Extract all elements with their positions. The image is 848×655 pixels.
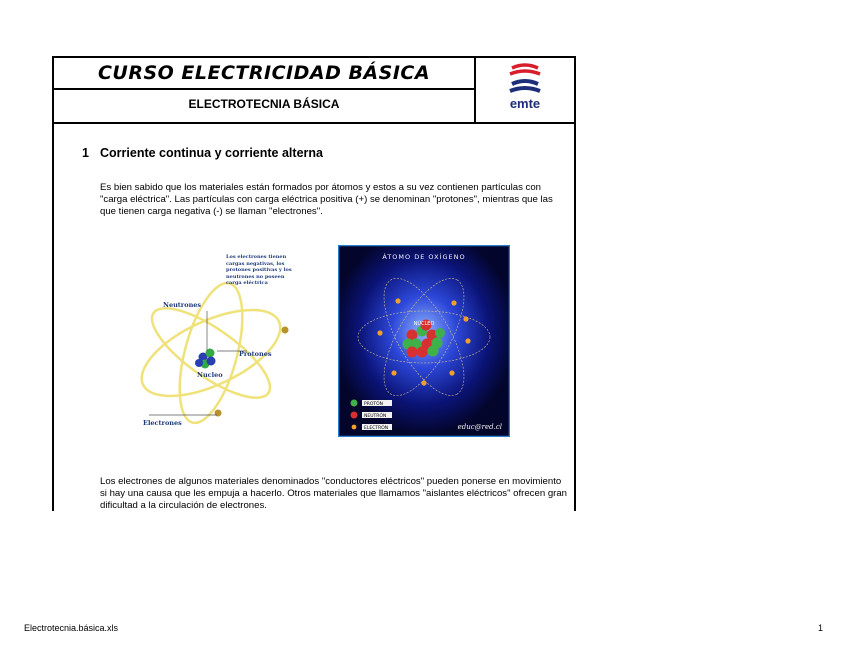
section-number: 1 — [82, 146, 89, 160]
section-title: Corriente continua y corriente alterna — [100, 146, 323, 160]
legend-electron: ELECTRÓN — [364, 426, 389, 431]
electron-dot — [215, 410, 222, 417]
intro-paragraph: Es bien sabido que los materiales están formados por átomos y estos a su vez contienen partículas con "carga eléctrica". Las partículas con carga eléctrica positiva (+) se denominan "protones", mientras que las que tienen carga negativa (-) se llaman "electrones". — [100, 182, 553, 217]
header-table — [54, 58, 574, 124]
title-cell — [54, 58, 476, 122]
nucleus-tag: NÚCLEO — [413, 321, 435, 327]
legend-neutron: NEUTRÓN — [364, 414, 387, 419]
section-heading — [82, 146, 323, 160]
document-sheet — [52, 56, 576, 511]
course-title: CURSO ELECTRICIDAD BÁSICA — [97, 62, 431, 84]
logo-text: emte — [509, 96, 541, 111]
electrons-label: Electrones — [143, 419, 182, 427]
course-subtitle: ELECTROTECNIA BÁSICA — [188, 97, 340, 111]
footer-filename: Electrotecnia.básica.xls — [24, 623, 119, 633]
atom-note: Los electrones tienen cargas negativas, los protones positivas y los neutrones no poseen carga eléctrica — [226, 254, 292, 287]
nucleus-label: Nucleo — [197, 371, 223, 379]
electron-dot — [282, 327, 289, 334]
image-credit: educ@red.cl — [457, 423, 502, 431]
emte-logo-icon — [476, 60, 574, 100]
oxygen-title: ÁTOMO DE OXÍGENO — [382, 253, 466, 261]
oxygen-atom-image — [338, 245, 510, 437]
protons-label: Protones — [239, 350, 272, 358]
legend-proton: PROTÓN — [364, 402, 384, 407]
title-divider — [54, 88, 474, 90]
footer-page-number: 1 — [818, 623, 824, 633]
neutrons-label: Neutrones — [163, 301, 202, 309]
logo-cell — [476, 58, 574, 122]
conductors-paragraph: Los electrones de algunos materiales denominados "conductores eléctricos" pueden ponerse en movimiento si hay una causa que les empuja a hacerlo. Otros materiales que llamamos "aislantes eléctricos" ofrecen gran dificultad a la circulación de electrones. — [100, 476, 568, 511]
